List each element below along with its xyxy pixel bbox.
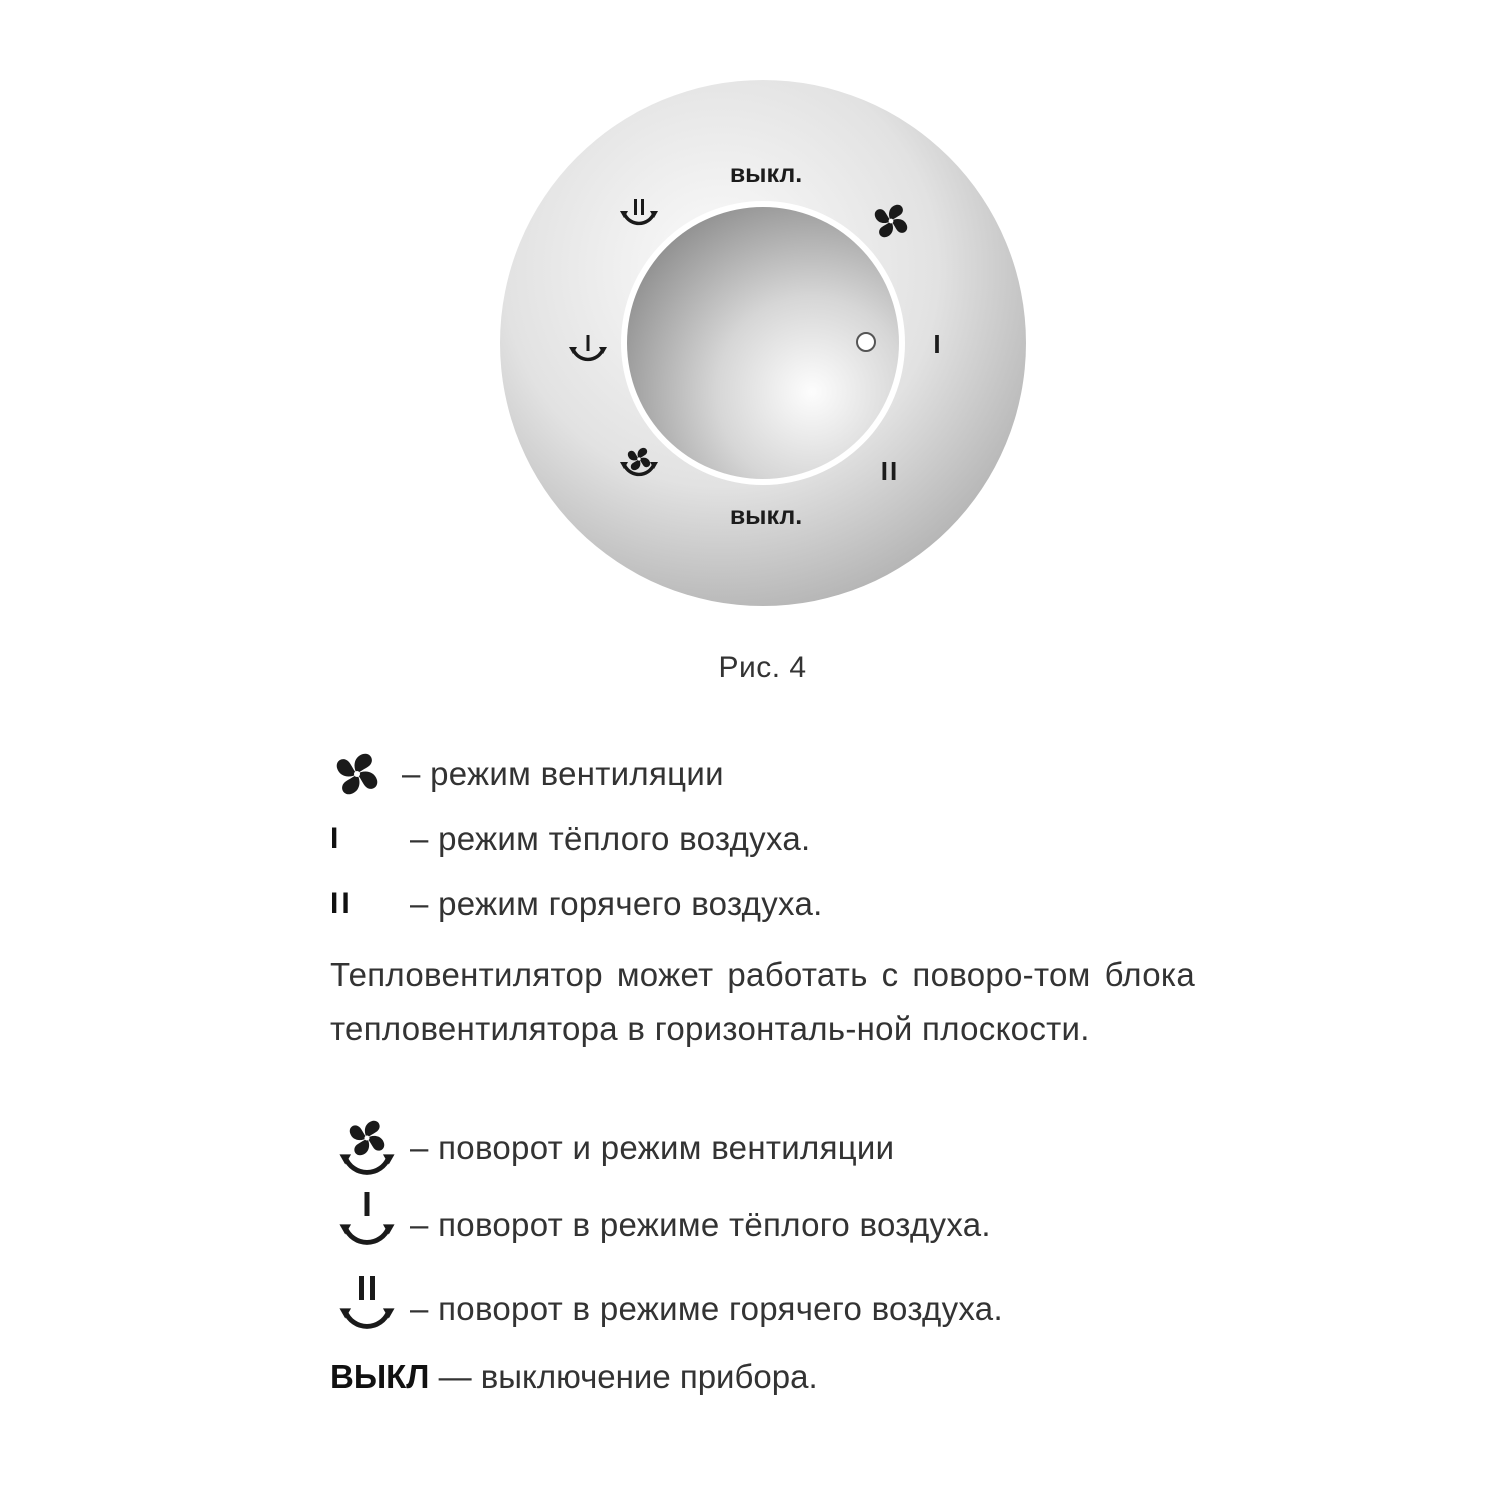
dial-fan-icon xyxy=(875,205,907,237)
legend-row-rotate-warm xyxy=(330,1190,1230,1260)
dial-off-top-label: выкл. xyxy=(729,160,803,188)
legend-row-off xyxy=(330,1358,818,1396)
knob-pointer-dot xyxy=(857,333,875,351)
off-label: ВЫКЛ xyxy=(330,1358,430,1395)
warm-mode-symbol: I xyxy=(330,822,342,855)
rotate-warm-icon xyxy=(330,1190,404,1260)
legend-row-rotate-fan xyxy=(330,1108,1230,1188)
legend-hot-text: – режим горячего воздуха. xyxy=(410,885,823,922)
figure-caption: Рис. 4 xyxy=(718,651,807,684)
dial-hot-mark: II xyxy=(880,456,900,486)
hot-mode-symbol: II xyxy=(330,887,353,920)
control-dial xyxy=(500,80,1026,606)
rotate-hot-icon xyxy=(330,1274,404,1344)
fan-icon xyxy=(330,747,384,801)
legend-row-hot xyxy=(330,885,1230,923)
legend-rotate-warm-text: – поворот в режиме тёплого воздуха. xyxy=(410,1206,991,1243)
legend-rotate-fan-text: – поворот и режим вентиляции xyxy=(410,1129,895,1166)
rotate-fan-icon xyxy=(330,1108,404,1188)
legend-row-warm xyxy=(330,820,1230,858)
legend-fan-text: – режим вентиляции xyxy=(402,755,724,792)
dial-warm-mark: I xyxy=(933,329,941,359)
rotation-description: Тепловентилятор может работать с поворо-том блока тепловентилятора в горизонталь-ной плоскости. xyxy=(330,956,1195,1047)
off-text: — выключение прибора. xyxy=(429,1358,818,1395)
legend-row-rotate-hot xyxy=(330,1274,1230,1344)
legend-row-fan xyxy=(330,747,1230,801)
dial-off-bottom-label: выкл. xyxy=(729,502,803,530)
legend-rotate-hot-text: – поворот в режиме горячего воздуха. xyxy=(410,1290,1003,1327)
legend-warm-text: – режим тёплого воздуха. xyxy=(410,820,811,857)
